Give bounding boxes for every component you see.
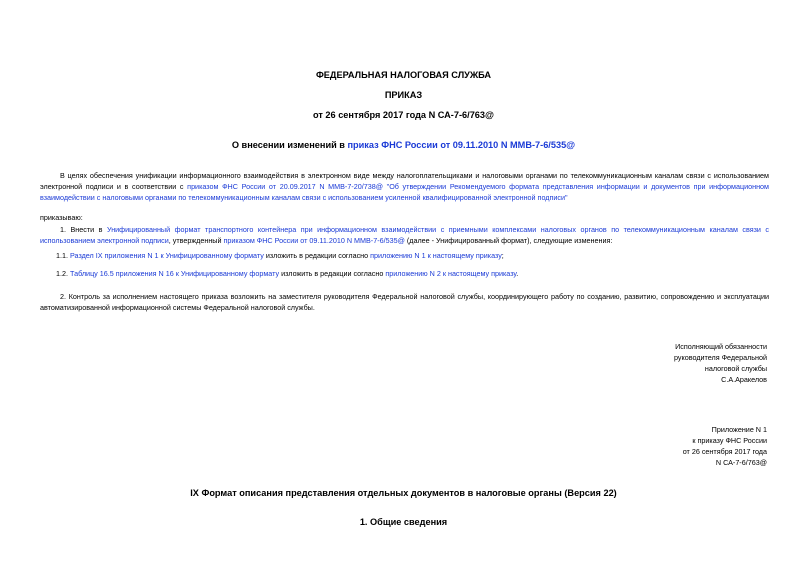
appendix-title: IX Формат описания представления отдельных документов в налоговые органы (Версия 22) (190, 488, 617, 498)
item-1-format-link[interactable]: Унифицированный формат транспортного контейнера при информационном взаимодействии с приемными комплексами налоговых органов по телекоммуникационным каналам связи с использованием электронной подписи (40, 225, 769, 245)
item-1-2-paragraph (56, 269, 518, 278)
item-1-paragraph (40, 224, 769, 246)
subject-heading (0, 140, 807, 150)
preamble-text: В целях обеспечения унификации информационного взаимодействия в электронном виде между налогоплательщиками и налоговыми органами по телекоммуникационным каналам связи с использованием электронной подписи и в соответствии с (40, 171, 769, 191)
item-1-2-text-2: изложить в редакции согласно (279, 269, 386, 278)
item-1-2-text-1: 1.2. (56, 269, 70, 278)
item-1-1-text-3: ; (501, 251, 504, 260)
preamble-link[interactable]: приказом ФНС России от 20.09.2017 N ММВ-7-20/738@ "Об утверждении Рекомендуемого формата представления информации и документов при информационном взаимодействии с налоговыми органами по телекоммуникационным каналам связи с использованием усиленной квалифицированной электронной подписи" (40, 182, 769, 202)
subject-prefix: О внесении изменений в (231, 140, 348, 150)
item-1-1-text-2: изложить в редакции согласно (263, 251, 371, 260)
item-1-2-text-3: . (516, 269, 519, 278)
item-1-2-table-link[interactable]: Таблицу 16.5 приложения N 16 к Унифицированному формату (70, 269, 280, 278)
item-1-text-1: 1. Внести в (60, 225, 107, 234)
appendix-reference-block (683, 424, 767, 468)
signature-line-3: налоговой службы (704, 364, 767, 373)
signature-line-1: Исполняющий обязанности (675, 342, 767, 351)
item-1-2-appendix-link[interactable]: приложению N 2 к настоящему приказу (385, 269, 517, 278)
item-1-1-appendix-link[interactable]: приложению N 1 к настоящему приказу (370, 251, 502, 260)
item-1-text-2: , утвержденный (168, 236, 224, 245)
appendix-ref-line-4: N СА-7-6/763@ (715, 458, 767, 467)
item-1-order-link[interactable]: приказом ФНС России от 09.11.2010 N ММВ-7-6/535@ (223, 236, 405, 245)
item-2-paragraph: 2. Контроль за исполнением настоящего приказа возложить на заместителя руководителя Федеральной налоговой службы, координирующего работу по созданию, развитию, сопровождению и эксплуатации автоматизированной информационной системы Федеральной налоговой службы. (40, 292, 769, 312)
signature-line-2: руководителя Федеральной (674, 353, 767, 362)
appendix-ref-line-3: от 26 сентября 2017 года (682, 447, 767, 456)
doc-type-heading: ПРИКАЗ (384, 90, 423, 100)
decree-word: приказываю: (40, 213, 83, 222)
item-1-1-section-link[interactable]: Раздел IX приложения N 1 к Унифицированному формату (70, 251, 264, 260)
agency-heading: ФЕДЕРАЛЬНАЯ НАЛОГОВАЯ СЛУЖБА (315, 70, 492, 80)
signature-line-4: С.А.Аракелов (721, 375, 767, 384)
item-1-text-3: (далее - Унифицированный формат), следующие изменения: (404, 236, 613, 245)
appendix-ref-line-2: к приказу ФНС России (692, 436, 767, 445)
preamble-paragraph (40, 170, 769, 203)
signature-block (674, 341, 767, 385)
subject-link[interactable]: приказ ФНС России от 09.11.2010 N ММВ-7-6/535@ (347, 140, 576, 150)
item-1-1-paragraph (56, 251, 504, 260)
section-title: 1. Общие сведения (359, 517, 448, 527)
item-1-1-text-1: 1.1. (56, 251, 70, 260)
appendix-ref-line-1: Приложение N 1 (711, 425, 767, 434)
date-number-heading: от 26 сентября 2017 года N СА-7-6/763@ (312, 110, 494, 120)
